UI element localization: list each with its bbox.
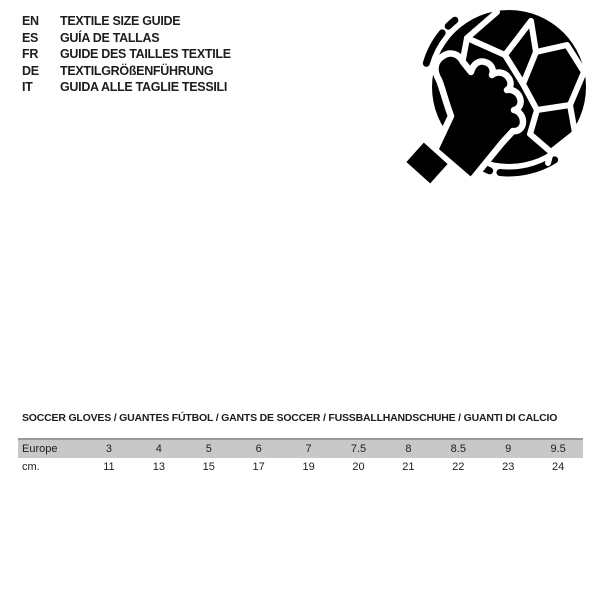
language-label: TEXTILGRÖßENFÜHRUNG: [60, 63, 214, 78]
size-value: 20: [352, 461, 365, 473]
size-value: 11: [103, 461, 115, 473]
size-value: 15: [202, 461, 215, 473]
size-value: 17: [252, 461, 265, 473]
size-table-header-row: [18, 438, 583, 458]
size-value: 8: [405, 443, 412, 455]
glove-soccer-ball-svg: [395, 0, 600, 200]
size-table-title: SOCCER GLOVES / GUANTES FÚTBOL / GANTS DE SOCCER / FUSSBALLHANDSCHUHE / GUANTI DI CALCIO: [22, 412, 558, 424]
language-label: GUIDE DES TAILLES TEXTILE: [60, 47, 231, 62]
size-table: [18, 438, 583, 476]
language-code: IT: [22, 80, 33, 95]
language-code: EN: [22, 14, 39, 29]
language-guide-list: [22, 13, 231, 96]
size-value: 8.5: [450, 443, 466, 455]
size-value: 21: [402, 461, 415, 473]
size-value: 9: [505, 443, 512, 455]
size-value: 7.5: [350, 443, 367, 455]
size-value: 24: [551, 461, 565, 473]
size-row-label: Europe: [22, 443, 58, 455]
language-label: GUIDA ALLE TAGLIE TESSILI: [60, 80, 228, 95]
size-value: 6: [255, 443, 262, 455]
size-value: 5: [205, 443, 212, 455]
size-value: 19: [302, 461, 315, 473]
language-label: GUÍA DE TALLAS: [60, 30, 160, 45]
size-value: 7: [305, 443, 312, 455]
size-value: 23: [502, 461, 515, 473]
language-code: FR: [22, 47, 39, 62]
size-value: 9.5: [550, 443, 566, 455]
glove-touching-soccer-ball-icon: [395, 0, 600, 205]
language-row-de: [22, 63, 231, 80]
size-table-cm-row: [18, 458, 583, 476]
language-row-es: [22, 30, 231, 47]
language-code: DE: [22, 63, 39, 78]
language-row-en: [22, 13, 231, 30]
language-row-fr: [22, 46, 231, 63]
size-value: 13: [152, 461, 165, 473]
language-code: ES: [22, 30, 39, 45]
size-value: 3: [105, 443, 113, 455]
size-row-label: cm.: [22, 461, 40, 473]
language-label: TEXTILE SIZE GUIDE: [60, 14, 181, 29]
language-row-it: [22, 79, 231, 96]
size-value: 22: [452, 461, 465, 473]
size-value: 4: [155, 443, 162, 455]
